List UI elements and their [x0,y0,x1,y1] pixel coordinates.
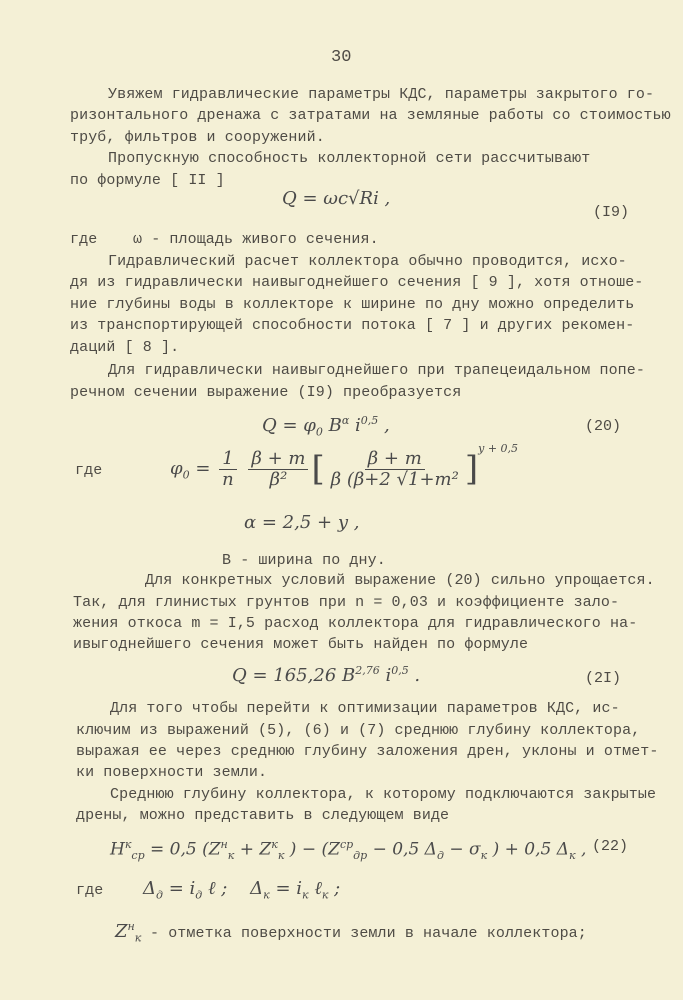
equation-21: Q = 165,26 B$^{2,76}$ $i^{0,5}$ . [232,664,421,686]
equation-deltas: $\Delta_д = i_д$ ℓ ; $\Delta_к = i_к$ ℓ$_к$ ; [143,878,341,902]
equation-19: Q = ωc√Ri , [282,188,391,209]
text-line: по формуле [ II ] [70,172,225,189]
text-line: где [76,882,104,899]
text-line: В - ширина по дну. [222,552,386,569]
text-line: где [70,231,98,248]
text-line: ризонтального дренажа с затратами на земляные работы со стоимостью [70,107,671,124]
symbol-z: $Z^н_к$ [115,920,142,945]
text-line: Среднюю глубину коллектора, к которому подключаются закрытые [110,786,657,803]
equation-22: $H^к_{ср} = 0,5$ ($Z^н_к + Z^к_к$ ) − ($Z^{ср}_{др} - 0,5$ $\Delta_д - \sigma_к$ ) + 0,5 $\Delta_к$ , [110,838,587,863]
equation-number: (I9) [593,204,630,221]
equation-number: (2I) [585,670,622,687]
text-line: ки поверхности земли. [76,764,268,781]
equation-phi0: $\varphi_0$ = $\frac{1}{n}$ $\frac{\beta + m}{\text{β²}}$ [ $\frac{\beta + m}{\text{β (β+2 √1+m²}}$ ]$^{y + 0,5}$ [170,442,519,490]
text-line: ключим из выражений (5), (6) и (7) среднюю глубину коллектора, [76,722,641,739]
text-line: Для того чтобы перейти к оптимизации параметров КДС, ис- [110,700,620,717]
equation-number: (22) [592,838,629,855]
text-line: речном сечении выражение (I9) преобразуется [70,384,462,401]
text-line: труб, фильтров и сооружений. [70,129,325,146]
text-line: Для гидравлически наивыгоднейшего при трапецеидальном попе- [108,362,645,379]
text-line: дя из гидравлически наивыгоднейшего сечения [ 9 ], хотя отноше- [70,274,644,291]
page-number: 30 [331,48,352,67]
text-line: из транспортирующей способности потока [ 7 ] и других рекомен- [70,317,635,334]
text-line: даций [ 8 ]. [70,339,180,356]
text-line: жения откоса m = I,5 расход коллектора для гидравлического на- [73,615,638,632]
text-line: Увяжем гидравлические параметры КДС, параметры закрытого го- [108,86,655,103]
equation-alpha: α = 2,5 + y , [244,512,360,533]
text-line: Пропускную способность коллекторной сети рассчитывают [108,150,591,167]
text-line: Так, для глинистых грунтов при n = 0,03 и коэффициенте зало- [73,594,620,611]
text-line: - отметка поверхности земли в начале коллектора; [150,925,587,942]
text-line: ивыгоднейшего сечения может быть найден по формуле [73,636,529,653]
equation-20: $Q = \varphi_0$ $B^\alpha$ $i^{0,5}$ , [262,414,390,439]
text-line: где [75,462,103,479]
text-line: Гидравлический расчет коллектора обычно проводится, исхо- [108,253,627,270]
text-line: дрены, можно представить в следующем виде [76,807,450,824]
text-line: ω - площадь живого сечения. [133,231,379,248]
equation-number: (20) [585,418,622,435]
text-line: Для конкретных условий выражение (20) сильно упрощается. [145,572,655,589]
text-line: выражая ее через среднюю глубину заложения дрен, уклоны и отмет- [76,743,659,760]
text-line: ние глубины воды в коллекторе к ширине по дну можно определить [70,296,635,313]
